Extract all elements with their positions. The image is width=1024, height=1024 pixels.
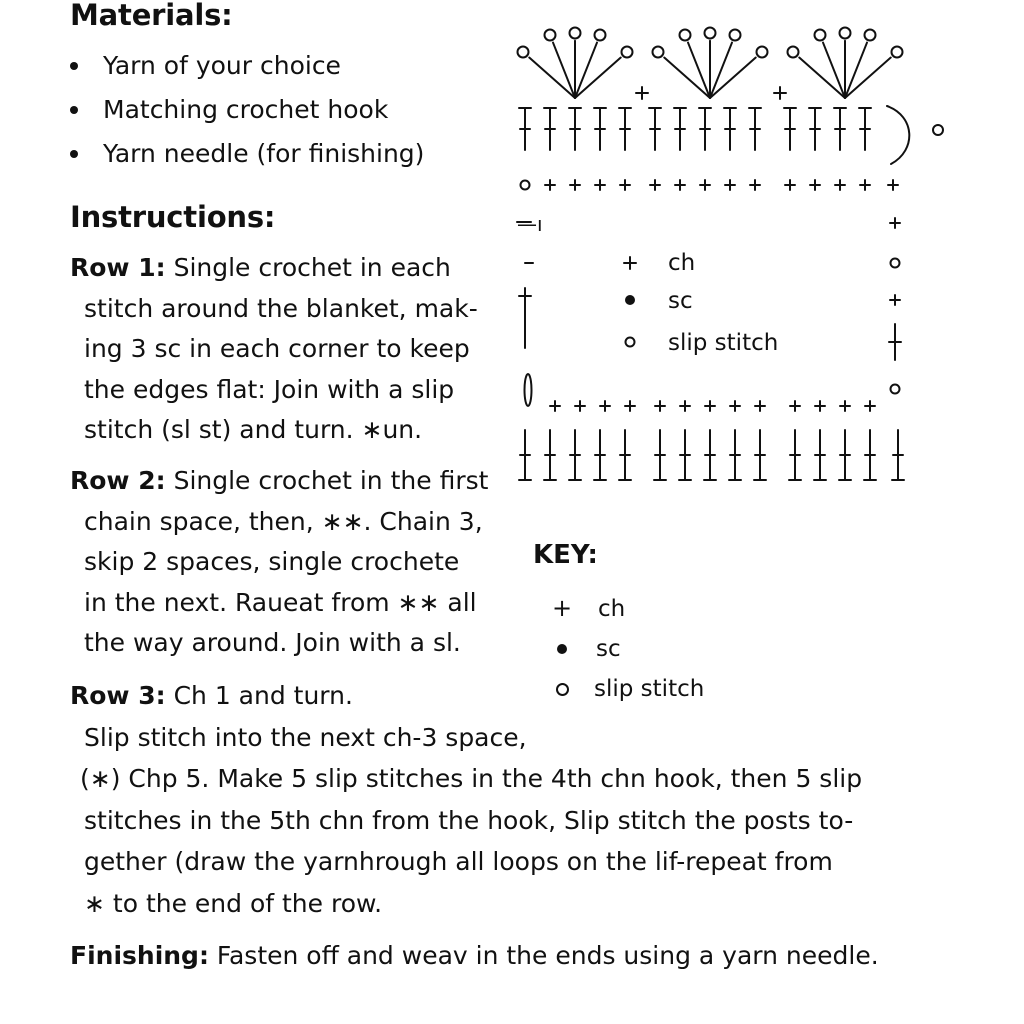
chain-stitch-mark (840, 401, 850, 411)
chain-stitch-mark (730, 401, 740, 411)
chain-stitch-mark (815, 401, 825, 411)
double-crochet-mark (749, 108, 761, 150)
double-crochet-mark (519, 108, 531, 150)
slip-stitch-mark (518, 47, 529, 58)
materials-heading: Materials: (70, 0, 233, 32)
chain-stitch-mark (620, 180, 630, 190)
row-2-paragraph: Row 2: Single crochet in the first chain space, then, ∗∗. Chain 3, skip 2 spaces, single crochete in the next. Raueat from ∗∗ all the way around. Join with a sl. (70, 466, 489, 657)
chain-stitch-mark (790, 401, 800, 411)
finishing-paragraph: Finishing: Fasten off and weav in the ends using a yarn needle. (70, 941, 879, 970)
chain-stitch-mark (860, 180, 870, 190)
slip-stitch-mark (680, 30, 691, 41)
chain-stitch-mark (774, 87, 786, 99)
key-item-slip-stitch: slip stitch (542, 668, 704, 708)
double-crochet-mark (544, 108, 556, 150)
row-label: Row 2: (70, 466, 166, 495)
picot-fan-mark (575, 43, 597, 98)
chain-stitch-mark (785, 180, 795, 190)
chain-stitch-mark (865, 401, 875, 411)
picot-fan-mark (529, 58, 575, 98)
double-crochet-mark (649, 108, 661, 150)
slip-stitch-mark (730, 30, 741, 41)
picot-fan-mark (575, 58, 621, 98)
picot-fan-mark (553, 43, 575, 98)
double-crochet-mark (699, 108, 711, 150)
slip-stitch-mark (788, 47, 799, 58)
double-crochet-mark (674, 108, 686, 150)
bullet-icon (70, 150, 78, 158)
list-item: Yarn of your choice (70, 44, 424, 88)
row-label: Row 1: (70, 253, 166, 282)
slip-stitch-mark (622, 47, 633, 58)
picot-fan-mark (845, 58, 891, 98)
slip-stitch-mark (840, 28, 851, 39)
row-3-paragraph: Row 3: Ch 1 and turn. Slip stitch into the next ch-3 space, (∗) Chp 5. Make 5 slip stitches in the 4th chn hook, then 5 slip stitches in the 5th chn from the hook, Slip stitch the posts to- gether (draw the yarnhrough all loops on the lif-repeat from ∗ to the end of the row. (70, 681, 863, 918)
chain-stitch-mark (595, 180, 605, 190)
double-crochet-mark (619, 108, 631, 150)
list-item: Yarn needle (for finishing) (70, 132, 424, 176)
chain-stitch-mark (570, 180, 580, 190)
double-crochet-mark (594, 430, 606, 480)
ring-icon (556, 683, 569, 696)
chain-stitch-mark (600, 401, 610, 411)
turning-chain-mark (887, 106, 909, 164)
border-mark (525, 374, 532, 406)
chain-stitch-mark (888, 180, 898, 190)
chain-stitch-mark (890, 295, 900, 305)
slip-stitch-mark (705, 28, 716, 39)
picot-fan-mark (688, 43, 710, 98)
picot-fan-mark (799, 58, 845, 98)
row-label: Row 3: (70, 681, 166, 710)
slip-stitch-mark (865, 30, 876, 41)
chain-stitch-mark (550, 401, 560, 411)
chart-key-label-slip-stitch: slip stitch (668, 330, 779, 356)
double-crochet-mark (839, 430, 851, 480)
double-crochet-mark (784, 108, 796, 150)
slip-stitch-mark (595, 30, 606, 41)
double-crochet-mark (704, 430, 716, 480)
double-crochet-mark (594, 108, 606, 150)
double-crochet-mark (544, 430, 556, 480)
chain-stitch-mark (650, 180, 660, 190)
slip-stitch-mark (891, 385, 900, 394)
double-crochet-mark (789, 430, 801, 480)
key-item-ch: + ch (542, 588, 704, 628)
double-crochet-mark (892, 430, 904, 480)
slip-stitch-mark (933, 125, 943, 135)
double-crochet-mark (569, 108, 581, 150)
double-crochet-mark (754, 430, 766, 480)
double-crochet-mark (679, 430, 691, 480)
double-crochet-mark (519, 430, 531, 480)
finishing-label: Finishing: (70, 941, 209, 970)
plus-icon: + (551, 594, 573, 622)
slip-stitch-mark (570, 28, 581, 39)
key-title: KEY: (533, 540, 598, 570)
chain-stitch-mark (636, 87, 648, 99)
picot-fan-mark (845, 43, 867, 98)
crochet-chart-diagram (505, 20, 965, 500)
border-mark (889, 324, 901, 360)
chain-stitch-mark (890, 218, 900, 228)
chain-stitch-mark (680, 401, 690, 411)
double-crochet-mark (814, 430, 826, 480)
row-1-paragraph: Row 1: Single crochet in each stitch around the blanket, mak- ing 3 sc in each corner to keep the edges flat: Join with a slip stitch (sl st) and turn. ∗un. (70, 253, 478, 444)
list-item: Matching crochet hook (70, 88, 424, 132)
bullet-icon (70, 106, 78, 114)
slip-stitch-mark (545, 30, 556, 41)
slip-stitch-mark (892, 47, 903, 58)
double-crochet-mark (569, 430, 581, 480)
chart-key-label-ch: ch (668, 250, 696, 276)
picot-fan-mark (710, 58, 756, 98)
slip-stitch-mark (891, 259, 900, 268)
chain-stitch-mark (575, 401, 585, 411)
double-crochet-mark (654, 430, 666, 480)
chain-stitch-mark (655, 401, 665, 411)
slip-stitch-mark (653, 47, 664, 58)
dot-icon (557, 644, 567, 654)
key-item-sc: sc (542, 628, 704, 668)
slip-stitch-mark (757, 47, 768, 58)
chain-stitch-mark (810, 180, 820, 190)
bullet-icon (70, 62, 78, 70)
slip-stitch-mark (815, 30, 826, 41)
border-mark (519, 288, 531, 348)
double-crochet-mark (729, 430, 741, 480)
double-crochet-mark (834, 108, 846, 150)
chain-stitch-mark (625, 401, 635, 411)
chain-stitch-mark (624, 257, 636, 269)
key-legend (542, 588, 704, 708)
chain-stitch-mark (545, 180, 555, 190)
picot-fan-mark (823, 43, 845, 98)
instructions-heading: Instructions: (70, 200, 276, 234)
slip-stitch-mark (626, 338, 635, 347)
chain-stitch-mark (675, 180, 685, 190)
chain-stitch-mark (750, 180, 760, 190)
chain-stitch-mark (700, 180, 710, 190)
double-crochet-mark (864, 430, 876, 480)
chart-left-mark: —ı (517, 212, 543, 236)
double-crochet-mark (859, 108, 871, 150)
picot-fan-mark (664, 58, 710, 98)
double-crochet-mark (724, 108, 736, 150)
double-crochet-mark (809, 108, 821, 150)
double-crochet-mark (619, 430, 631, 480)
single-crochet-mark (625, 295, 635, 305)
slip-stitch-mark (521, 181, 530, 190)
materials-list (70, 44, 424, 176)
chart-key-label-sc: sc (668, 288, 693, 314)
chain-stitch-mark (705, 401, 715, 411)
picot-fan-mark (710, 43, 732, 98)
chain-stitch-mark (725, 180, 735, 190)
chain-stitch-mark (835, 180, 845, 190)
chain-stitch-mark (755, 401, 765, 411)
